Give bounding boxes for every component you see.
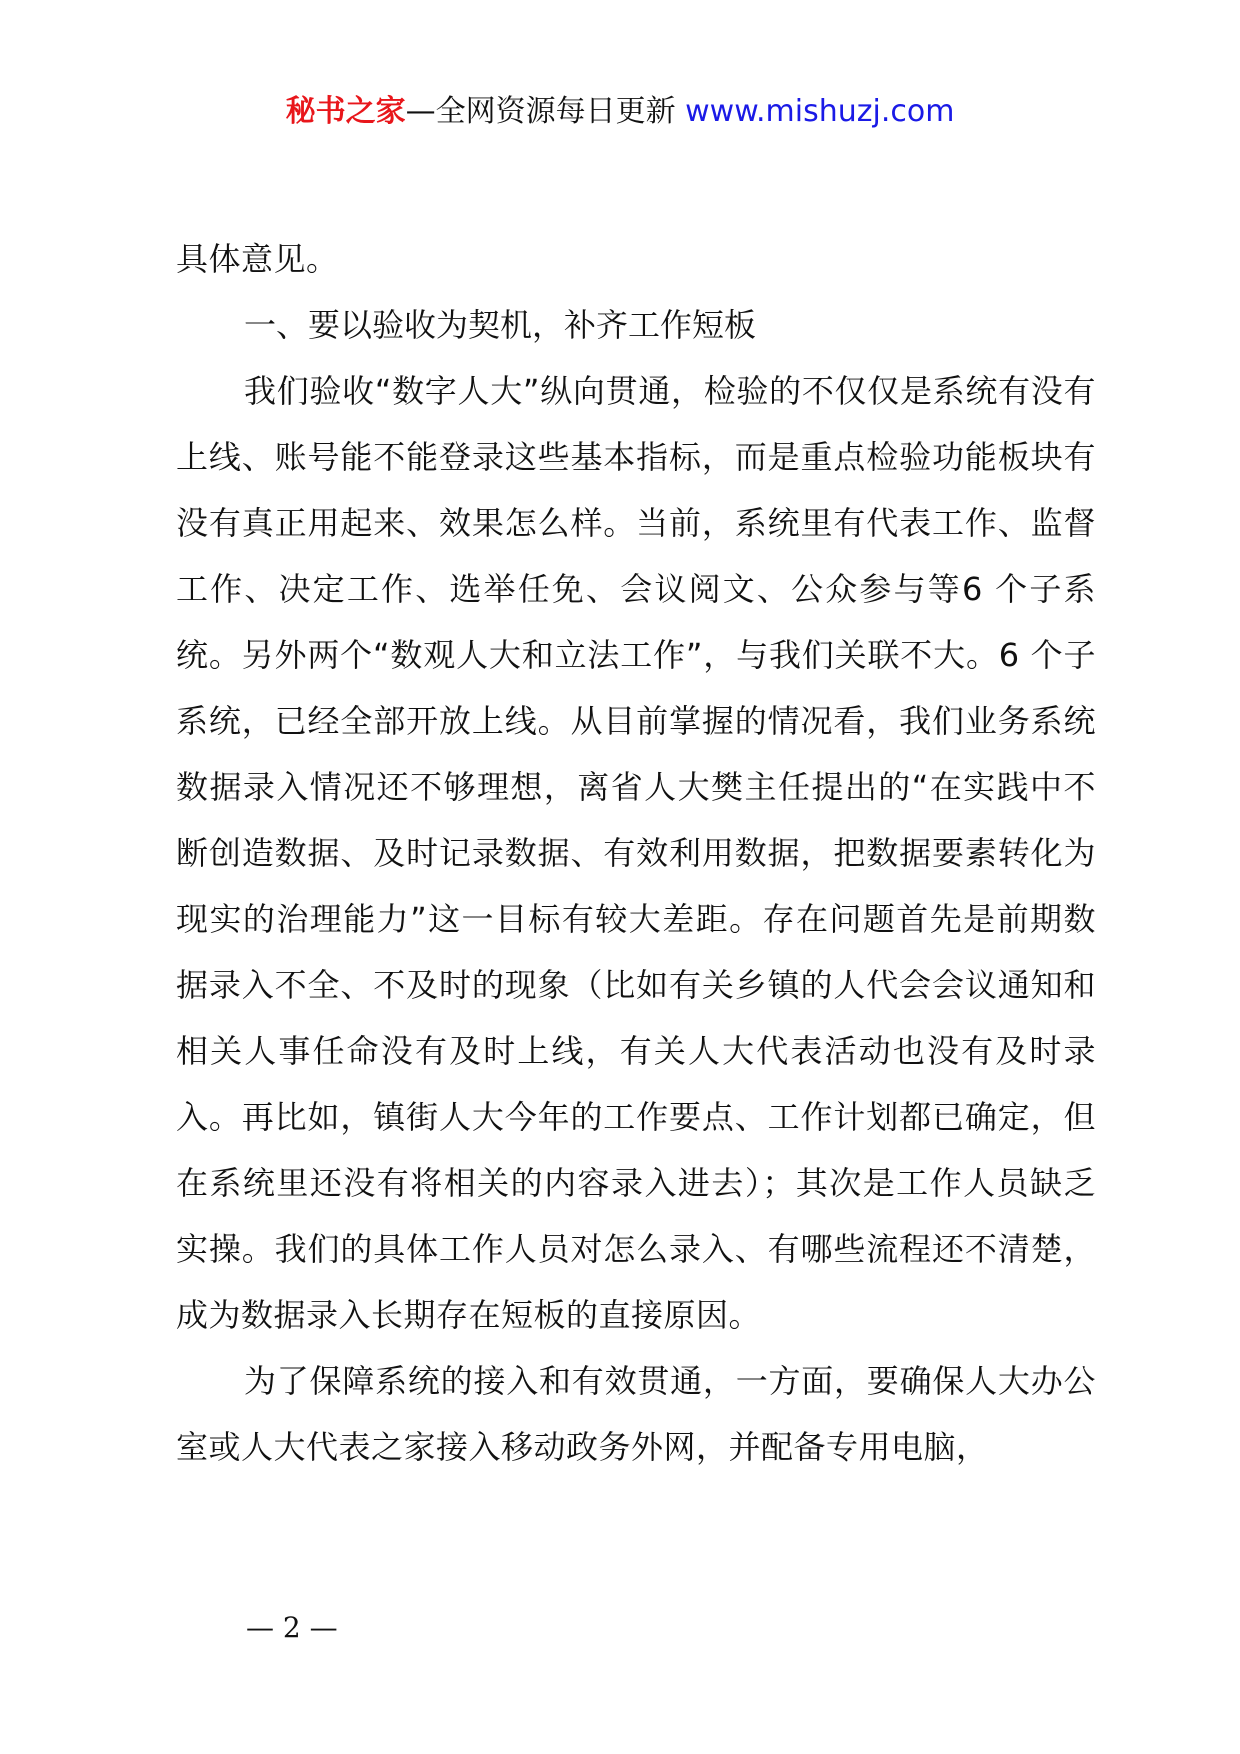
lead-in-text: 具体意见。 bbox=[176, 240, 339, 278]
paragraph-2: 为了保障系统的接入和有效贯通，一方面，要确保人大办公室或人大代表之家接入移动政务外网，并配备专用电脑， bbox=[176, 1362, 1096, 1466]
brand-name: 秘书之家 bbox=[285, 94, 406, 129]
page-header bbox=[0, 92, 1240, 132]
page-number: — 2 — bbox=[246, 1611, 338, 1644]
document-body bbox=[176, 226, 1096, 1480]
section-heading: 一、要以验收为契机，补齐工作短板 bbox=[244, 306, 757, 344]
site-url-link[interactable]: www.mishuzj.com bbox=[685, 94, 955, 129]
paragraph-1: 我们验收“数字人大”纵向贯通，检验的不仅仅是系统有没有上线、账号能不能登录这些基本指标，而是重点检验功能板块有没有真正用起来、效果怎么样。当前，系统里有代表工作、监督工作、决定工作、选举任免、会议阅文、公众参与等6 个子系统。另外两个“数观人大和立法工作”，与我们关联不大。6 个子系统，已经全部开放上线。从目前掌握的情况看，我们业务系统数据录入情况还不够理想，离省人大樊主任提出的“在实践中不断创造数据、及时记录数据、有效利用数据，把数据要素转化为现实的治理能力”这一目标有较大差距。存在问题首先是前期数据录入不全、不及时的现象（比如有关乡镇的人代会会议通知和相关人事任命没有及时上线，有关人大代表活动也没有及时录入。再比如，镇街人大今年的工作要点、工作计划都已确定，但在系统里还没有将相关的内容录入进去）；其次是工作人员缺乏实操。我们的具体工作人员对怎么录入、有哪些流程还不清楚，成为数据录入长期存在短板的直接原因。 bbox=[176, 372, 1096, 1334]
header-slogan: —全网资源每日更新 bbox=[405, 94, 676, 129]
